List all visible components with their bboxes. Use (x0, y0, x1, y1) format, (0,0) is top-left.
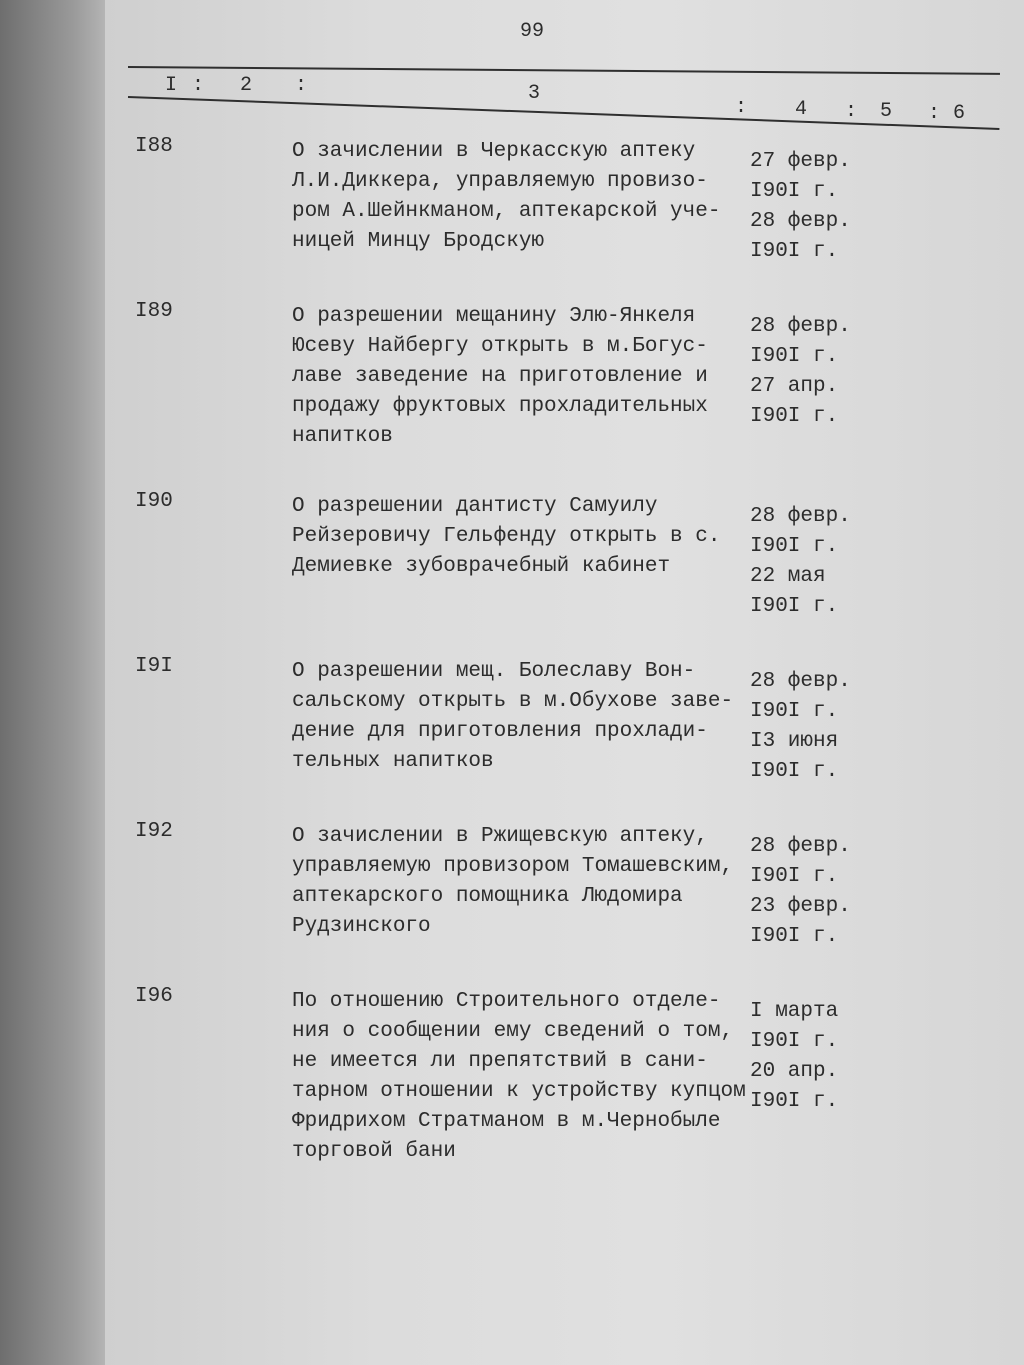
entry-description-line: По отношению Строительного отделе- (292, 990, 721, 1013)
entry-date-line: 23 февр. (750, 895, 851, 918)
entry-date-line: I3 июня (750, 730, 839, 753)
entry-number: I89 (135, 300, 173, 323)
entry-number: I96 (135, 985, 173, 1008)
entry-number: I92 (135, 820, 173, 843)
entry-date-line: 20 апр. (750, 1060, 839, 1083)
entry-description (292, 302, 752, 452)
entry-description-line: Л.И.Диккера, управляемую провизо- (292, 170, 708, 193)
entry-description (292, 987, 752, 1167)
entry-description (292, 822, 752, 942)
entry-dates (750, 312, 880, 432)
entry-description-line: тельных напитков (292, 750, 494, 773)
binding-gutter (0, 0, 105, 1365)
entry-date-line: 27 апр. (750, 375, 839, 398)
entry-date-line: I90I г. (750, 405, 839, 428)
entry-dates (750, 997, 880, 1117)
entry-description-line: ром А.Шейнкманом, аптекарской уче- (292, 200, 721, 223)
entry-dates (750, 832, 880, 952)
entry-number: I9I (135, 655, 173, 678)
header-sep: : (295, 74, 308, 97)
entry-description-line: управляемую провизором Томашевским, (292, 855, 734, 878)
entry-date-line: I90I г. (750, 535, 839, 558)
entry-description-line: дение для приготовления прохлади- (292, 720, 708, 743)
entry-description-line: торговой бани (292, 1140, 456, 1163)
entry-number: I90 (135, 490, 173, 513)
entry-date-line: 22 мая (750, 565, 826, 588)
entry-date-line: I марта (750, 1000, 839, 1023)
entry-description-line: лаве заведение на приготовление и (292, 365, 708, 388)
entry-description-line: О зачислении в Ржищевскую аптеку, (292, 825, 708, 848)
entry-description (292, 492, 752, 582)
entry-description-line: ницей Минцу Бродскую (292, 230, 545, 253)
entry-date-line: I90I г. (750, 595, 839, 618)
header-col-5: 5 (880, 100, 893, 123)
entry-description-line: О зачислении в Черкасскую аптеку (292, 140, 696, 163)
header-col-4: 4 (795, 98, 808, 121)
entry-date-line: 28 февр. (750, 210, 851, 233)
entry-date-line: 27 февр. (750, 150, 851, 173)
header-col-1: I (165, 74, 178, 97)
entry-description-line: тарном отношении к устройству купцом (292, 1080, 746, 1103)
header-col-2: 2 (240, 74, 253, 97)
entry-date-line: I90I г. (750, 240, 839, 263)
entry-description-line: аптекарского помощника Людомира (292, 885, 683, 908)
entry-description-line: Демиевке зубоврачебный кабинет (292, 555, 671, 578)
entry-date-line: I90I г. (750, 1090, 839, 1113)
entry-description-line: Юсеву Найбергу открыть в м.Богус- (292, 335, 708, 358)
header-col-3: 3 (528, 82, 541, 105)
entry-date-line: I90I г. (750, 1030, 839, 1053)
entry-description-line: О разрешении дантисту Самуилу (292, 495, 658, 518)
header-sep: : (192, 74, 205, 97)
page-number: 99 (520, 20, 545, 43)
entry-date-line: 28 февр. (750, 315, 851, 338)
entry-date-line: I90I г. (750, 760, 839, 783)
entry-description-line: сальскому открыть в м.Обухове заве- (292, 690, 734, 713)
entry-date-line: I90I г. (750, 180, 839, 203)
entry-date-line: I90I г. (750, 700, 839, 723)
entry-dates (750, 502, 880, 622)
entry-description-line: Фридрихом Стратманом в м.Чернобыле (292, 1110, 721, 1133)
header-sep: : (928, 102, 941, 125)
entry-date-line: I90I г. (750, 865, 839, 888)
entry-date-line: I90I г. (750, 925, 839, 948)
header-sep: : (735, 96, 748, 119)
entry-dates (750, 147, 880, 267)
entry-description-line: напитков (292, 425, 393, 448)
entry-description-line: ния о сообщении ему сведений о том, (292, 1020, 734, 1043)
header-sep: : (845, 100, 858, 123)
entry-date-line: 28 февр. (750, 835, 851, 858)
entry-description-line: О разрешении мещ. Болеславу Вон- (292, 660, 696, 683)
entry-description-line: О разрешении мещанину Элю-Янкеля (292, 305, 696, 328)
entry-date-line: 28 февр. (750, 670, 851, 693)
entry-date-line: I90I г. (750, 345, 839, 368)
entry-description-line: Рудзинского (292, 915, 431, 938)
entry-number: I88 (135, 135, 173, 158)
entry-date-line: 28 февр. (750, 505, 851, 528)
header-col-6: 6 (953, 102, 966, 125)
entry-description-line: Рейзеровичу Гельфенду открыть в с. (292, 525, 721, 548)
entry-description-line: продажу фруктовых прохладительных (292, 395, 708, 418)
entry-dates (750, 667, 880, 787)
entry-description (292, 657, 752, 777)
entry-description-line: не имеется ли препятствий в сани- (292, 1050, 708, 1073)
entry-description (292, 137, 752, 257)
